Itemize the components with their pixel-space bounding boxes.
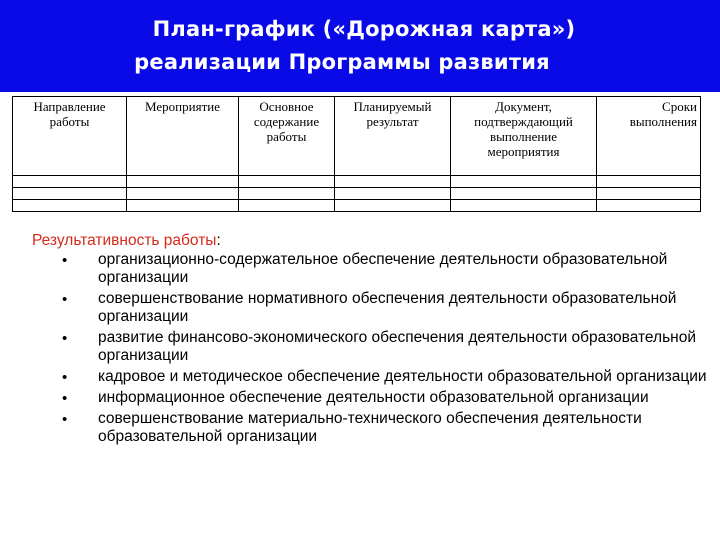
bullet-icon: • [62, 252, 68, 269]
list-item [32, 410, 712, 446]
table-row [13, 176, 701, 188]
results-heading-colon: : [216, 232, 221, 249]
table-cell [451, 188, 597, 200]
table-cell [597, 188, 701, 200]
table-cell [13, 200, 127, 212]
table-cell [13, 188, 127, 200]
table-header-row [13, 97, 701, 176]
slide-title-line-2: реализации Программы развития [134, 50, 550, 74]
bullet-icon: • [62, 291, 68, 308]
table-cell [335, 176, 451, 188]
column-header-activity: Мероприятие [127, 97, 239, 176]
table-cell [239, 188, 335, 200]
table-cell [239, 176, 335, 188]
results-heading [32, 232, 712, 250]
table-cell [239, 200, 335, 212]
list-item-text: кадровое и методическое обеспечение деятельности образовательной организации [98, 368, 707, 385]
table-cell [127, 200, 239, 212]
column-header-result: Планируемый результат [335, 97, 451, 176]
bullet-icon: • [62, 330, 68, 347]
column-header-direction: Направление работы [13, 97, 127, 176]
table-cell [451, 200, 597, 212]
list-item [32, 290, 712, 326]
table-cell [127, 188, 239, 200]
list-item-text: организационно-содержательное обеспечение деятельности образовательной организации [98, 251, 668, 286]
list-item-text: совершенствование материально-технического обеспечения деятельности образовательной организации [98, 410, 642, 445]
table-cell [597, 200, 701, 212]
table-cell [451, 176, 597, 188]
list-item-text: совершенствование нормативного обеспечения деятельности образовательной организации [98, 290, 677, 325]
list-item-text: информационное обеспечение деятельности образовательной организации [98, 389, 649, 406]
table-cell [13, 176, 127, 188]
list-item [32, 389, 712, 407]
column-header-deadline: Сроки выполнения [597, 97, 701, 176]
bullet-icon: • [62, 369, 68, 386]
bullet-icon: • [62, 411, 68, 428]
slide-title-line-1: План-график («Дорожная карта») [152, 17, 576, 41]
results-heading-text: Результативность работы [32, 232, 217, 249]
list-item-text: развитие финансово-экономического обеспечения деятельности образовательной организации [98, 329, 696, 364]
table-cell [335, 200, 451, 212]
list-item [32, 251, 712, 287]
results-list [32, 251, 712, 446]
table-cell [335, 188, 451, 200]
results-section [32, 232, 712, 449]
table-row [13, 188, 701, 200]
table-cell [597, 176, 701, 188]
bullet-icon: • [62, 390, 68, 407]
title-band [0, 0, 720, 92]
table-cell [127, 176, 239, 188]
plan-table [12, 96, 701, 212]
list-item [32, 329, 712, 365]
list-item [32, 368, 712, 386]
column-header-document: Документ, подтверждающий выполнение мероприятия [451, 97, 597, 176]
table-row [13, 200, 701, 212]
column-header-content: Основное содержание работы [239, 97, 335, 176]
